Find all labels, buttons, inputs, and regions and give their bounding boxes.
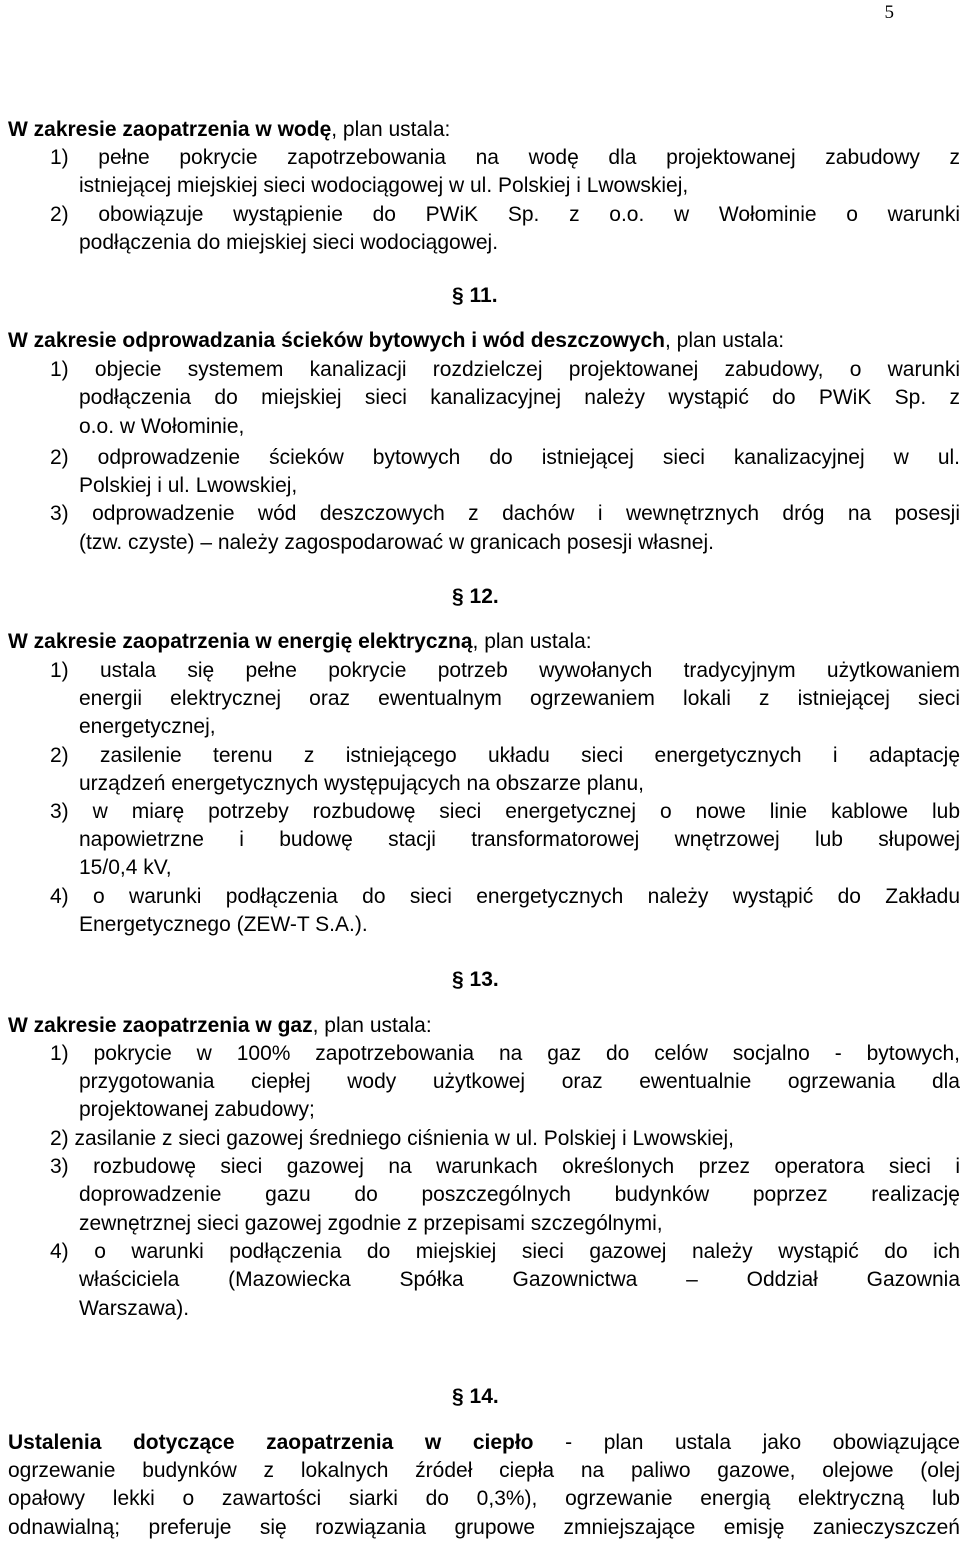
s13-line-3: projektowanej zabudowy; bbox=[79, 1098, 315, 1121]
s12-line-10: Energetycznego (ZEW-T S.A.). bbox=[79, 913, 368, 936]
s13-heading-line bbox=[8, 1013, 960, 1039]
s12-line-5: urządzeń energetycznych występujących na obszarze planu, bbox=[79, 772, 644, 795]
s12-line-8: 15/0,4 kV, bbox=[79, 856, 172, 879]
s12-heading: W zakresie zaopatrzenia w energię elektryczną bbox=[8, 630, 473, 653]
s13-line-8: 4) o warunki podłączenia do miejskiej sieci gazowej należy wystąpić do ich bbox=[50, 1240, 960, 1263]
water-line-1: 1) pełne pokrycie zapotrzebowania na wodę dla projektowanej zabudowy z bbox=[50, 146, 960, 169]
water-heading-rest: , plan ustala: bbox=[331, 118, 451, 141]
s13-line-9: właściciela (Mazowiecka Spółka Gazownictwa – Oddział Gazownia bbox=[79, 1268, 960, 1291]
s11-line-6: 3) odprowadzenie wód deszczowych z dachów i wewnętrznych dróg na posesji bbox=[50, 502, 960, 525]
s13-heading-rest: , plan ustala: bbox=[312, 1014, 432, 1037]
section-12-number: § 12. bbox=[452, 585, 499, 608]
s14-line-1: ogrzewanie budynków z lokalnych źródeł ciepła na paliwo gazowe, olejowe (olej bbox=[8, 1459, 960, 1482]
s12-line-4: 2) zasilenie terenu z istniejącego układu sieci energetycznych i adaptację bbox=[50, 744, 960, 767]
s11-heading: W zakresie odprowadzania ścieków bytowych i wód deszczowych bbox=[8, 329, 666, 352]
s13-line-6: doprowadzenie gazu do poszczególnych budynków poprzez realizację bbox=[79, 1183, 960, 1206]
s12-line-1: 1) ustala się pełne pokrycie potrzeb wywołanych tradycyjnym użytkowaniem bbox=[50, 659, 960, 682]
water-heading: W zakresie zaopatrzenia w wodę bbox=[8, 118, 332, 141]
s11-line-4: 2) odprowadzenie ścieków bytowych do istniejącej sieci kanalizacyjnej w ul. bbox=[50, 446, 960, 469]
s11-line-5: Polskiej i ul. Lwowskiej, bbox=[79, 474, 298, 497]
s14-heading: Ustalenia dotyczące zaopatrzenia w ciepło bbox=[8, 1431, 534, 1454]
water-line-2: istniejącej miejskiej sieci wodociągowej w ul. Polskiej i Lwowskiej, bbox=[79, 174, 689, 197]
s12-line-7: napowietrzne i budowę stacji transformatorowej wnętrzowej lub słupowej bbox=[79, 828, 960, 851]
s12-line-6: 3) w miarę potrzeby rozbudowę sieci energetycznej o nowe linie kablowe lub bbox=[50, 800, 960, 823]
s12-line-2: energii elektrycznej oraz ewentualnym ogrzewaniem lokali z istniejącej sieci bbox=[79, 687, 960, 710]
s14-line-3: odnawialną; preferuje się rozwiązania grupowe zmniejszające emisję zanieczyszczeń bbox=[8, 1516, 960, 1539]
s13-line-7: zewnętrznej sieci gazowej zgodnie z przepisami szczególnymi, bbox=[79, 1212, 663, 1235]
s12-line-3: energetycznej, bbox=[79, 715, 216, 738]
s13-line-5: 3) rozbudowę sieci gazowej na warunkach określonych przez operatora sieci i bbox=[50, 1155, 960, 1178]
section-13-number: § 13. bbox=[452, 968, 499, 991]
s11-line-1: 1) objecie systemem kanalizacji rozdzielczej projektowanej zabudowy, o warunki bbox=[50, 358, 960, 381]
s11-line-7: (tzw. czyste) – należy zagospodarować w granicach posesji własnej. bbox=[79, 531, 714, 554]
s13-line-1: 1) pokrycie w 100% zapotrzebowania na gaz do celów socjalno - bytowych, bbox=[50, 1042, 960, 1065]
water-line-3: 2) obowiązuje wystąpienie do PWiK Sp. z o.o. w Wołominie o warunki bbox=[50, 203, 960, 226]
s11-heading-line bbox=[8, 328, 960, 354]
s11-line-2: podłączenia do miejskiej sieci kanalizacyjnej należy wystąpić do PWiK Sp. z bbox=[79, 386, 960, 409]
s11-line-3: o.o. w Wołominie, bbox=[79, 415, 245, 438]
section-14-number: § 14. bbox=[452, 1385, 499, 1408]
s14-heading-rest: - plan ustala jako obowiązujące bbox=[533, 1431, 960, 1454]
s13-line-10: Warszawa). bbox=[79, 1297, 190, 1320]
s12-heading-rest: , plan ustala: bbox=[472, 630, 592, 653]
s13-line-2: przygotowania ciepłej wody użytkowej oraz ewentualnie ogrzewania dla bbox=[79, 1070, 960, 1093]
s12-line-9: 4) o warunki podłączenia do sieci energetycznych należy wystąpić do Zakładu bbox=[50, 885, 960, 908]
s13-heading: W zakresie zaopatrzenia w gaz bbox=[8, 1014, 313, 1037]
s13-line-4: 2) zasilanie z sieci gazowej średniego ciśnienia w ul. Polskiej i Lwowskiej, bbox=[50, 1127, 734, 1150]
water-heading-line bbox=[8, 117, 960, 143]
s14-line-2: opałowy lekki o zawartości siarki do 0,3%), ogrzewanie energią elektryczną lub bbox=[8, 1487, 960, 1510]
s14-heading-line bbox=[8, 1430, 960, 1456]
s12-heading-line bbox=[8, 629, 960, 655]
s11-heading-rest: , plan ustala: bbox=[665, 329, 785, 352]
water-line-4: podłączenia do miejskiej sieci wodociągowej. bbox=[79, 231, 499, 254]
section-11-number: § 11. bbox=[452, 284, 498, 307]
page-number: 5 bbox=[884, 2, 894, 23]
